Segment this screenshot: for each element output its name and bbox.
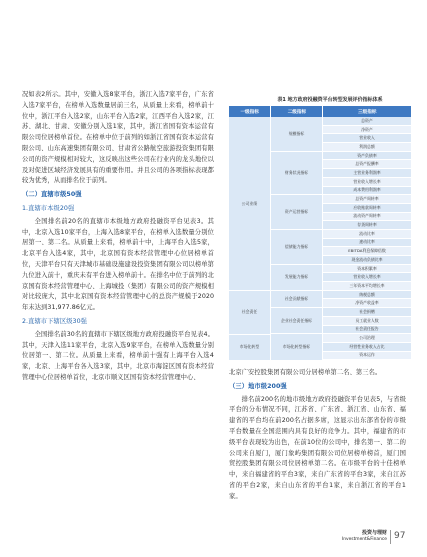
level1-cell: 市场化转型 [229, 335, 271, 361]
table-header-cell: 一级指标 [229, 106, 271, 117]
level3-cell: 社会捐赠 [323, 308, 412, 317]
section-heading: （二）直辖市级50强 [22, 191, 82, 199]
level3-cell: 总资产周转率 [323, 195, 412, 204]
magazine-brand [339, 531, 387, 542]
level3-cell: 营业收入 [323, 134, 412, 143]
level3-cell: 资本积累率 [323, 265, 412, 274]
footer-divider [390, 530, 391, 544]
brand-cn: 投资与理财 [361, 530, 387, 536]
body-paragraph: 全国排名前30名的直辖市下辖区级地方政府投融资平台见表4。其中，天津入选11家平台，北京入选9家平台，在榜单入选数量分别位居第一、第二位。从质量上来看，榜单前十强有上海平台入选4家，北京、上海平台各入选3家，其中，北京市海淀区国有资本经营管理中心位居榜单首位，北京市顺义区国有资本经营管理中心、 [22, 330, 214, 381]
level3-cell: 流动资产周转率 [323, 213, 412, 222]
level2-cell: 财务状况指标 [271, 152, 323, 196]
body-paragraph: 北京广安控股集团有限公司分居榜单第二名、第三名。 [229, 369, 382, 376]
table-body [229, 117, 412, 361]
level3-cell: 净资产 [323, 126, 412, 135]
page-number: 97 [394, 531, 406, 541]
table-header-row [229, 106, 412, 117]
level3-cell: 速动比率 [323, 239, 412, 248]
level2-column [271, 117, 323, 361]
level3-cell: 净资产收益率 [323, 299, 412, 308]
level3-cell: 营业收入增长率 [323, 273, 412, 282]
right-text-column [229, 368, 406, 503]
body-paragraph: 全国排名前20名的直辖市本级地方政府投融资平台见表3。其中，北京入选10家平台，上海入选8家平台，在榜单入选数量分别位居第一、第二名。从质量上来看，榜单前十中，上海平台入选5家，北京平台入选4家，其中，北京国有资本经营管理中心位居榜单首位，天津平台只有天津城市基础设施建设投资集团有限公司以榜单第九位进入前十，重庆未有平台进入榜单前十。在排名中位于前列的北京国有资本经营管理中心、上海城投（集团）有限公司的资产规模相对比较庞大，其中北京国有资本经营管理中心的总资产规模于2020年末达到31,977.86亿元。 [22, 217, 214, 312]
level3-cell: 资本运作 [323, 352, 412, 361]
level1-column [229, 117, 271, 361]
level3-cell: 三年资本平均增长率 [323, 282, 412, 291]
level2-cell: 偿债能力指标 [271, 230, 323, 265]
left-text-column [22, 90, 214, 384]
level3-cell: 主营业务利润率 [323, 169, 412, 178]
table-header-cell: 三级指标 [323, 106, 412, 117]
level2-cell: 市场化转型指标 [271, 334, 323, 360]
level3-cell: 纳税总额 [323, 291, 412, 300]
level3-cell: 营业收入增长率 [323, 178, 412, 187]
level3-column [323, 117, 412, 361]
indicator-table [229, 106, 412, 361]
level1-cell: 公司业绩 [229, 117, 271, 291]
level3-cell: 流动比率 [323, 230, 412, 239]
level3-cell: 应收账款周转率 [323, 204, 412, 213]
level3-cell: 经营性业务收入占比 [323, 343, 412, 352]
level3-cell: 存货周转率 [323, 221, 412, 230]
level3-cell: 公司治理 [323, 334, 412, 343]
level3-cell: 总资产 [323, 117, 412, 126]
level1-cell: 社会责任 [229, 291, 271, 335]
body-paragraph: 排名前200名的地市级地方政府投融资平台见表5，与省级平台的分布情况不同，江苏省、广东省、浙江省、山东省、福建省的平台均在前200名占据多席，这显示出东部省份的市级平台数量在全国范围内具有良好的竞争力。其中，福建省的市级平台表现较为出色，在前10位的公司中，排名第一、第二的公司来自厦门，厦门象屿集团有限公司位居榜单榜首，厦门国贸控股集团有限公司位居榜单第二名。在市级平台的十佳榜单中，来自福建省的平台3家，来自广东省的平台3家，来自江苏省的平台2家，来自山东省的平台1家，来自浙江省的平台1家。 [229, 395, 406, 500]
level2-cell: 规模指标 [271, 117, 323, 152]
level3-cell: 现金流动负债比率 [323, 256, 412, 265]
level2-cell: 发展能力指标 [271, 265, 323, 291]
level2-cell: 资产运营指标 [271, 195, 323, 230]
section-heading: （三）地市级200强 [229, 382, 287, 390]
table-caption: 表1 地方政府投融资平台转型发展评价指标体系 [277, 97, 383, 103]
section-heading: 1.直辖市本级20强 [22, 204, 75, 212]
table-header-cell: 二级指标 [271, 106, 323, 117]
level2-cell: 企业社会责任指标 [271, 308, 323, 334]
section-heading: 2.直辖市下辖区级30强 [22, 317, 87, 325]
level3-cell: 总资产报酬率 [323, 160, 412, 169]
level3-cell: EBITDA利息保障倍数 [323, 247, 412, 256]
body-paragraph: 况如表2所示。其中，安徽入选8家平台，浙江入选7家平台，广东省入选7家平台，在榜单入选数量居前三名，从质量上来看，榜单前十位中，浙江平台入选2家，山东平台入选2家，江西平台入选2家，江苏、湖北、甘肃、安徽分别入选1家，其中，浙江省国有资本运营有限公司位居榜单首位。在榜单中位于前列的如浙江省国有资本运营有限公司、山东高速集团有限公司、甘肃省公路航空旅游投资集团有限公司的资产规模相对较大，这反映出这些公司在行业内的龙头地位以及对促进区域经济发展具有的重要作用。并且公司的各项指标表现都较为优秀，从而排名位于前列。 [22, 91, 214, 185]
level3-cell: 利润总额 [323, 143, 412, 152]
level2-cell: 社会贡献指标 [271, 291, 323, 308]
brand-en: Investment&Finance [341, 536, 387, 542]
level3-cell: 员工就业人数 [323, 317, 412, 326]
level3-cell: 成本费用利润率 [323, 187, 412, 196]
level3-cell: 资产负债率 [323, 152, 412, 161]
level3-cell: 社会责任报告 [323, 326, 412, 335]
